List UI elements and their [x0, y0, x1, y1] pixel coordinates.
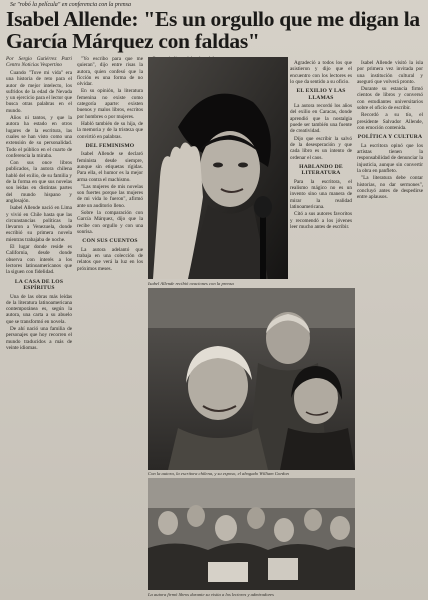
subhead: EL EXILIO Y LAS LLAMAS — [296, 88, 346, 101]
paragraph: Durante su estancia firmó cientos de libros y conversó con estudiantes universitarios sobre el oficio de escribir. — [357, 86, 423, 112]
couple-photo — [148, 288, 355, 470]
portrait-photo — [148, 57, 288, 279]
crowd-caption: La autora firmó libros durante su visita a los lectores y admiradores — [148, 592, 274, 597]
crowd-photo — [148, 478, 355, 590]
paragraph: La autora adelantó que trabaja en una colección de relatos que verá la luz en los próximos meses. — [77, 246, 143, 272]
subhead: POLÍTICA Y CULTURA — [357, 134, 423, 141]
paragraph: Isabel Allende se declaró feminista desde siempre, aunque sin etiquetas rígidas. Para ella, el humor es la mejor arma contra el machismo. — [77, 151, 143, 183]
byline: Por Sergio Gutiérrez Patri Centro Noticias Vespertino — [6, 56, 72, 68]
paragraph: Años ni tantos, y que la autora ha estado en otros lugares de la escritura, las cuales se han visto como una extensión de su personalidad. Todo el público en el cuarto de conferencia la miraba. — [6, 115, 72, 159]
paragraph: Isabel Allende visitó la isla por primera vez invitada por una institución cultural y aseguró que volverá pronto. — [357, 60, 423, 85]
subhead: CON SUS CUENTOS — [82, 238, 138, 245]
paragraph: "La literatura debe contar historias, no dar sermones", concluyó antes de despedirse entre aplausos. — [357, 175, 423, 201]
couple-caption: Con la autora, la escritora chilena, y su esposo, el abogado William Gordon — [148, 471, 289, 476]
paragraph: El lugar donde reside es California, desde donde observa con interés a los lectores latinoamericanos que la siguen con fidelidad. — [6, 244, 72, 276]
column-1 — [6, 56, 72, 596]
column-5 — [357, 60, 423, 596]
paragraph: Una de las obras más leídas de la literatura latinoamericana contemporánea es, según la autora, una carta a su abuelo que se transformó en novela. — [6, 293, 72, 325]
paragraph: Agradeció a todos los que asistieron y dijo que el encuentro con los lectores es lo que da sentido a su oficio. — [290, 60, 352, 85]
paragraph: La autora recordó los años del exilio en Caracas, donde aprendió que la nostalgia puede ser también una fuente de creatividad. — [290, 103, 352, 135]
paragraph: Recordó a su tío, el presidente Salvador Allende, con emoción contenida. — [357, 112, 423, 131]
portrait-caption: Isabel Allende recibió ovaciones con la prensa — [148, 281, 234, 286]
paragraph: Isabel Allende nació en Lima y vivió en Chile hasta que las circunstancias políticas la llevaron a Venezuela, donde escribió su primera novela mientras trabajaba de noche. — [6, 205, 72, 243]
paragraph: "Yo escribo para que me quieran", dijo entre risas la autora, quien confesó que la ficción es una forma de no olvidar. — [77, 56, 143, 88]
paragraph: Citó a sus autores favoritos y recomendó a los jóvenes leer mucho antes de escribir. — [290, 211, 352, 230]
kicker-text: Se "robó la película" en conferencia con la prensa — [10, 2, 132, 8]
paragraph: Cuando "Tuve mi vida" era una historia de reto para el autor de mejor intelecto, los sufridos de la edad de Nevada y un ejercicio para el lector que busca otras palabras en el mundo. — [6, 70, 72, 114]
paragraph: "Las mujeres de mis novelas son fuertes porque las mujeres de mi vida lo fueron", afirmó ante un auditorio lleno. — [77, 183, 143, 209]
subhead: LA CASA DE LOS ESPÍRITUS — [14, 278, 64, 291]
paragraph: Habló también de su hija, de la memoria y de la tristeza que convirtió en palabras. — [77, 120, 143, 140]
paragraph: Con sus once libros publicados, la autora chilena habló del exilio, de su familia y de la forma en que sus novelas son leídas en distintas partes del mundo hispano y anglosajón. — [6, 160, 72, 204]
paragraph: Dijo que escribir la salvó de la desesperación y que cada libro es un intento de ordenar el caos. — [290, 135, 352, 161]
column-2 — [77, 56, 143, 596]
paragraph: La escritora opinó que los artistas tienen la responsabilidad de denunciar la injusticia, aunque sin convertir la obra en panfleto. — [357, 142, 423, 174]
paragraph: Para la escritora, el realismo mágico no es un invento sino una manera de mirar la realidad latinoamericana. — [290, 178, 352, 211]
subhead: DEL FEMINISMO — [85, 142, 135, 149]
paragraph: De ahí nació una familia de personajes que hoy recorren el mundo traducidos a más de veinte idiomas. — [6, 325, 72, 351]
subhead: HABLANDO DE LITERATURA — [299, 163, 343, 177]
paragraph: En su opinión, la literatura femenina no existe como categoría aparte: existen buenos y malos libros, escritos por hombres o por mujeres. — [77, 88, 143, 120]
headline: Isabel Allende: "Es un orgullo que me digan la García Márquez con faldas" — [6, 7, 420, 53]
paragraph: Sobre la comparación con García Márquez, dijo que la recibe con orgullo y con una sonrisa. — [77, 210, 143, 235]
